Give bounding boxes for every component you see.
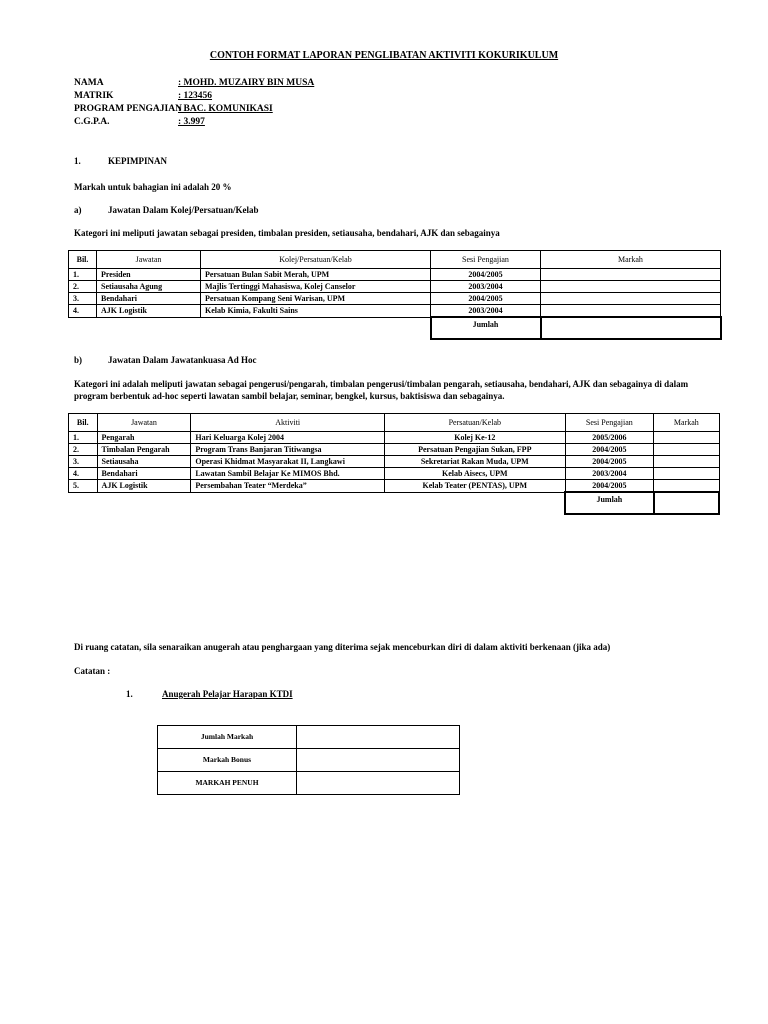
table-row xyxy=(69,293,721,305)
cell-aktiviti: Program Trans Banjaran Titiwangsa xyxy=(191,444,385,456)
cell-sesi: 2004/2005 xyxy=(565,456,654,468)
header-bil: Bil. xyxy=(69,251,97,269)
catatan-item-number: 1. xyxy=(126,689,133,699)
table-row xyxy=(69,305,721,318)
summary-row xyxy=(158,726,460,749)
info-value-nama: : MOHD. MUZAIRY BIN MUSA xyxy=(178,78,315,88)
cell-sesi: 2003/2004 xyxy=(431,305,541,318)
summary-label-penuh: MARKAH PENUH xyxy=(158,772,297,795)
total-row xyxy=(69,317,721,339)
cell-persatuan: Sekretariat Rakan Muda, UPM xyxy=(385,456,565,468)
table-jawatan-adhoc xyxy=(68,413,720,515)
cell-persatuan: Kelab Teater (PENTAS), UPM xyxy=(385,480,565,493)
header-bil: Bil. xyxy=(69,414,98,432)
header-sesi: Sesi Pengajian xyxy=(431,251,541,269)
header-jawatan: Jawatan xyxy=(97,251,201,269)
note-text: Di ruang catatan, sila senaraikan anugerah atau penghargaan yang diterima sejak menceburkan diri di dalam aktiviti berkenaan (jika ada) xyxy=(74,642,611,652)
part-a-title: Jawatan Dalam Kolej/Persatuan/Kelab xyxy=(108,205,259,215)
total-row xyxy=(69,492,720,514)
cell-aktiviti: Hari Keluarga Kolej 2004 xyxy=(191,432,385,444)
cell-kolej: Persatuan Bulan Sabit Merah, UPM xyxy=(201,269,431,281)
cell-bil: 4. xyxy=(69,305,97,318)
cell-sesi: 2004/2005 xyxy=(431,269,541,281)
header-aktiviti: Aktiviti xyxy=(191,414,385,432)
cell-markah xyxy=(541,293,721,305)
table-row xyxy=(69,480,720,493)
cell-jawatan: Presiden xyxy=(97,269,201,281)
cell-persatuan: Kelab Aisecs, UPM xyxy=(385,468,565,480)
section-number: 1. xyxy=(74,156,81,166)
info-label-matrik: MATRIK xyxy=(74,91,114,101)
cell-sesi: 2004/2005 xyxy=(431,293,541,305)
cell-bil: 5. xyxy=(69,480,98,493)
table-header-row xyxy=(69,251,721,269)
table-row xyxy=(69,444,720,456)
cell-jawatan: Bendahari xyxy=(97,293,201,305)
part-b-description-line2: program berbentuk ad-hoc seperti lawatan sambil belajar, seminar, bengkel, kursus, baktisiswa dan sebagainya. xyxy=(74,391,505,401)
part-a-letter: a) xyxy=(74,205,82,215)
cell-bil: 1. xyxy=(69,269,97,281)
header-markah: Markah xyxy=(654,414,719,432)
cell-aktiviti: Persembahan Teater “Merdeka” xyxy=(191,480,385,493)
table-row xyxy=(69,281,721,293)
cell-markah xyxy=(654,432,719,444)
markah-note: Markah untuk bahagian ini adalah 20 % xyxy=(74,182,232,192)
catatan-item-text: Anugerah Pelajar Harapan KTDI xyxy=(162,689,293,699)
section-title: KEPIMPINAN xyxy=(108,156,167,166)
total-label: Jumlah xyxy=(565,492,654,514)
cell-bil: 3. xyxy=(69,456,98,468)
cell-jawatan: AJK Logistik xyxy=(97,305,201,318)
cell-persatuan: Persatuan Pengajian Sukan, FPP xyxy=(385,444,565,456)
summary-row xyxy=(158,772,460,795)
header-persatuan: Persatuan/Kelab xyxy=(385,414,565,432)
header-kolej: Kolej/Persatuan/Kelab xyxy=(201,251,431,269)
cell-markah xyxy=(541,305,721,318)
cell-bil: 2. xyxy=(69,444,98,456)
summary-table xyxy=(157,725,460,795)
cell-markah xyxy=(541,269,721,281)
cell-kolej: Persatuan Kompang Seni Warisan, UPM xyxy=(201,293,431,305)
catatan-label: Catatan : xyxy=(74,666,111,676)
cell-jawatan: Setiausaha Agung xyxy=(97,281,201,293)
cell-sesi: 2003/2004 xyxy=(565,468,654,480)
header-jawatan: Jawatan xyxy=(97,414,191,432)
cell-markah xyxy=(654,468,719,480)
summary-value-bonus xyxy=(297,749,460,772)
table-row xyxy=(69,432,720,444)
cell-sesi: 2004/2005 xyxy=(565,480,654,493)
info-value-program: : BAC. KOMUNIKASI xyxy=(178,104,273,114)
cell-jawatan: Setiausaha xyxy=(97,456,191,468)
table-header-row xyxy=(69,414,720,432)
cell-jawatan: Pengarah xyxy=(97,432,191,444)
cell-jawatan: AJK Logistik xyxy=(97,480,191,493)
total-value xyxy=(654,492,719,514)
summary-value-jumlah xyxy=(297,726,460,749)
cell-sesi: 2003/2004 xyxy=(431,281,541,293)
part-b-letter: b) xyxy=(74,355,83,365)
header-sesi: Sesi Pengajian xyxy=(565,414,654,432)
cell-jawatan: Bendahari xyxy=(97,468,191,480)
cell-persatuan: Kolej Ke-12 xyxy=(385,432,565,444)
total-value xyxy=(541,317,721,339)
cell-kolej: Kelab Kimia, Fakulti Sains xyxy=(201,305,431,318)
cell-sesi: 2004/2005 xyxy=(565,444,654,456)
cell-markah xyxy=(541,281,721,293)
info-value-matrik: : 123456 xyxy=(178,91,213,101)
cell-markah xyxy=(654,456,719,468)
table-row xyxy=(69,468,720,480)
cell-bil: 2. xyxy=(69,281,97,293)
cell-bil: 1. xyxy=(69,432,98,444)
table-jawatan-kolej xyxy=(68,250,722,340)
table-row xyxy=(69,269,721,281)
info-label-program: PROGRAM PENGAJIAN xyxy=(74,104,182,114)
summary-label-bonus: Markah Bonus xyxy=(158,749,297,772)
cell-bil: 3. xyxy=(69,293,97,305)
table-row xyxy=(69,456,720,468)
header-markah: Markah xyxy=(541,251,721,269)
summary-value-penuh xyxy=(297,772,460,795)
cell-markah xyxy=(654,480,719,493)
cell-jawatan: Timbalan Pengarah xyxy=(97,444,191,456)
cell-sesi: 2005/2006 xyxy=(565,432,654,444)
cell-markah xyxy=(654,444,719,456)
info-label-cgpa: C.G.P.A. xyxy=(74,117,110,127)
part-a-description: Kategori ini meliputi jawatan sebagai presiden, timbalan presiden, setiausaha, bendahari, AJK dan sebagainya xyxy=(74,228,500,238)
summary-row xyxy=(158,749,460,772)
part-b-description-line1: Kategori ini adalah meliputi jawatan sebagai pengerusi/pengarah, timbalan pengerusi/timbalan pengarah, setiausaha, bendahari, AJK dan sebagainya di dalam xyxy=(74,379,689,389)
info-label-nama: NAMA xyxy=(74,78,104,88)
summary-label-jumlah: Jumlah Markah xyxy=(158,726,297,749)
part-b-title: Jawatan Dalam Jawatankuasa Ad Hoc xyxy=(108,355,257,365)
info-value-cgpa: : 3.997 xyxy=(178,117,205,127)
cell-aktiviti: Lawatan Sambil Belajar Ke MIMOS Bhd. xyxy=(191,468,385,480)
cell-bil: 4. xyxy=(69,468,98,480)
cell-kolej: Majlis Tertinggi Mahasiswa, Kolej Canselor xyxy=(201,281,431,293)
total-label: Jumlah xyxy=(431,317,541,339)
document-title: CONTOH FORMAT LAPORAN PENGLIBATAN AKTIVITI KOKURIKULUM xyxy=(209,50,559,61)
cell-aktiviti: Operasi Khidmat Masyarakat II, Langkawi xyxy=(191,456,385,468)
